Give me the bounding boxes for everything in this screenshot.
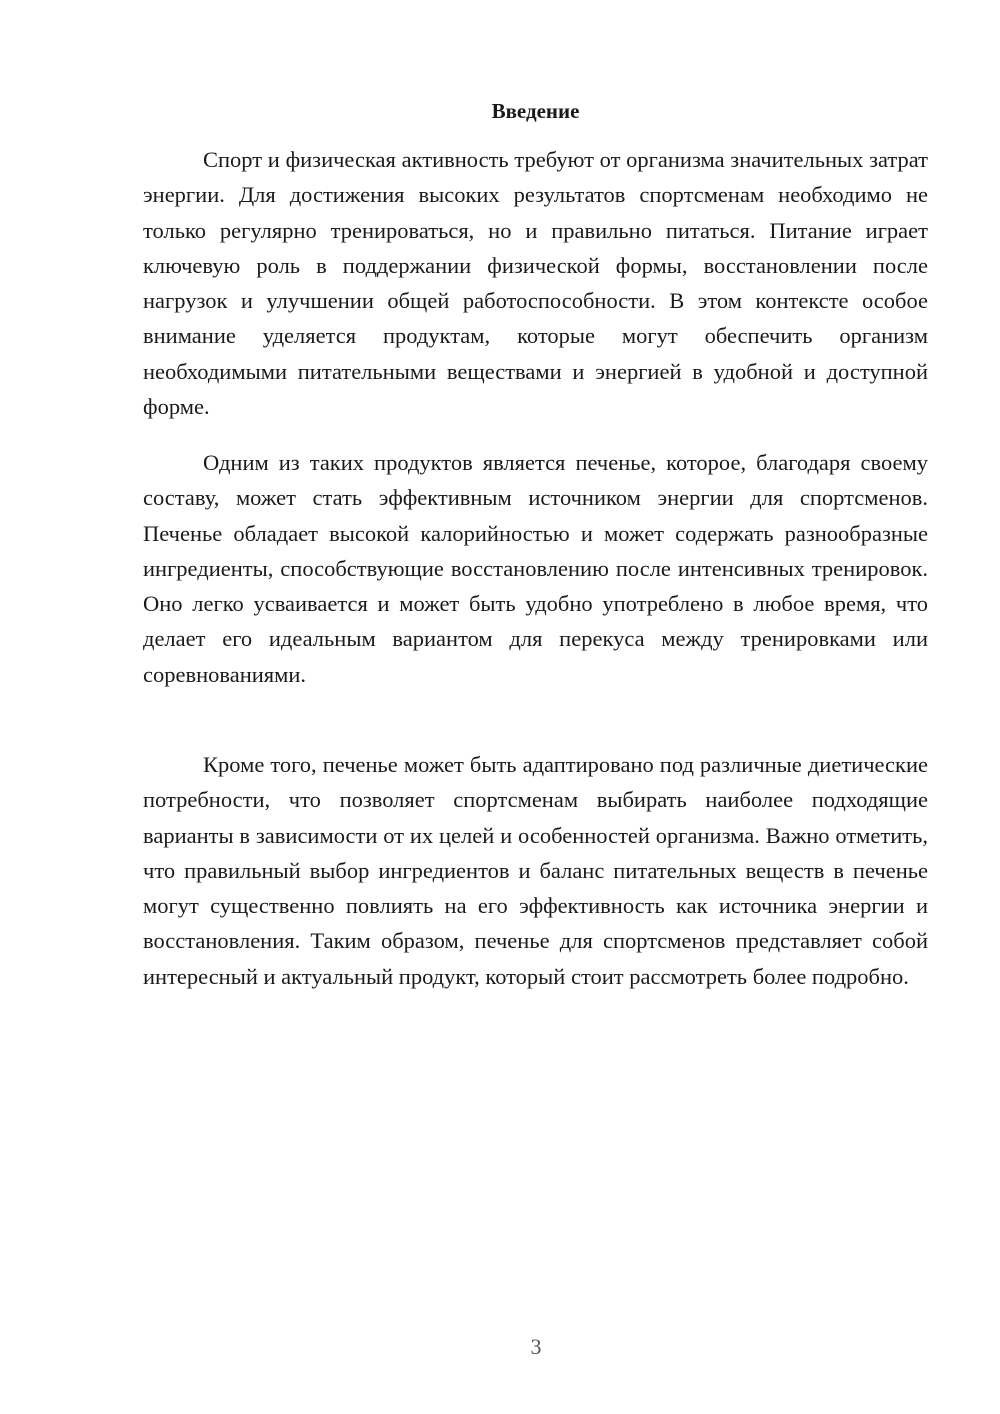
- page-number: 3: [530, 1334, 542, 1359]
- paragraph: Спорт и физическая активность требуют от организма значительных затрат энергии. Для достижения высоких результатов спортсменам необходимо не только регулярно тренироваться, но и правильно питаться. Питание играет ключевую роль в поддержании физической формы, восстановлении после нагрузок и улучшении общей работоспособности. В этом контексте особое внимание уделяется продуктам, которые могут обеспечить организм необходимыми питательными веществами и энергией в удобной и доступной форме.: [143, 147, 928, 420]
- section-heading: Введение: [491, 99, 580, 123]
- body-text: [143, 445, 928, 713]
- body-text: [143, 747, 928, 1015]
- paragraph: Кроме того, печенье может быть адаптировано под различные диетические потребности, что позволяет спортсменам выбирать наиболее подходящие варианты в зависимости от их целей и особенностей организма. Важно отметить, что правильный выбор ингредиентов и баланс питательных веществ в печенье могут существенно повлиять на его эффективность как источника энергии и восстановления. Таким образом, печенье для спортсменов представляет собой интересный и актуальный продукт, который стоит рассмотреть более подробно.: [143, 752, 928, 989]
- body-text: [143, 142, 928, 445]
- paragraph: Одним из таких продуктов является печенье, которое, благодаря своему составу, может стать эффективным источником энергии для спортсменов. Печенье обладает высокой калорийностью и может содержать разнообразные ингредиенты, способствующие восстановлению после интенсивных тренировок. Оно легко усваивается и может быть удобно употреблено в любое время, что делает его идеальным вариантом для перекуса между тренировками или соревнованиями.: [143, 450, 928, 687]
